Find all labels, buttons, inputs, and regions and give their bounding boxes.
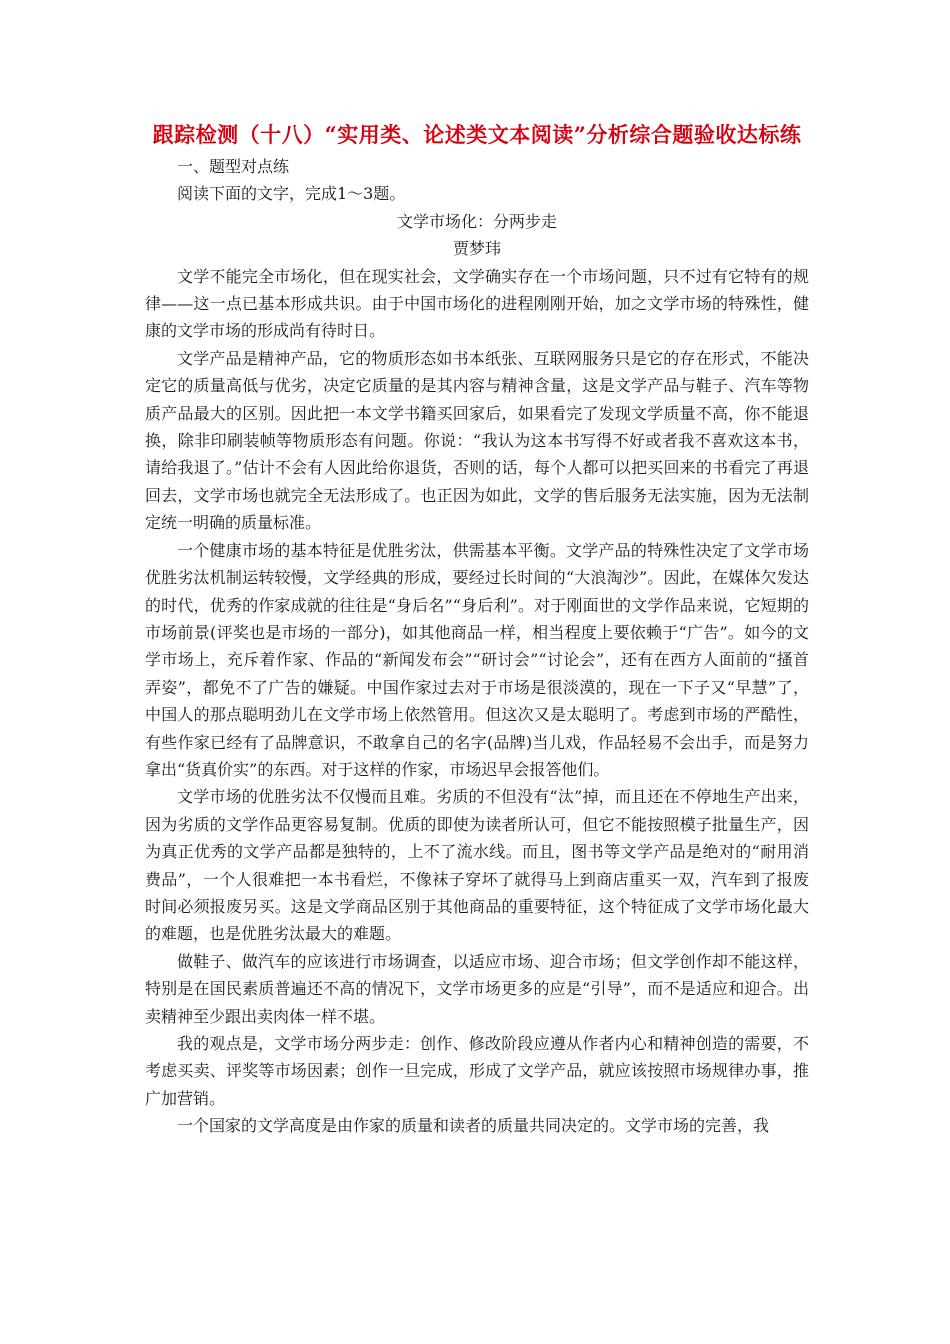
article-paragraph: 文学市场的优胜劣汰不仅慢而且难。劣质的不但没有“汰”掉，而且还在不停地生产出来，因为劣质的文学作品更容易复制。优质的即使为读者所认可，但它不能按照模子批量生产，因为真正优秀的文学产品都是独特的，上不了流水线。而且，图书等文学产品是绝对的“耐用消费品”，一个人很难把一本书看烂，不像袜子穿坏了就得马上到商店重买一双，汽车到了报废时间必须报废另买。这是文学商品区别于其他商品的重要特征，这个特征成了文学市场化最大的难题，也是优胜劣汰最大的难题。 bbox=[145, 787, 809, 944]
article-author: 贾梦玮 bbox=[452, 239, 501, 259]
article-paragraph: 文学不能完全市场化，但在现实社会，文学确实存在一个市场问题，只不过有它特有的规律——这一点已基本形成共识。由于中国市场化的进程刚刚开始，加之文学市场的特殊性，健康的文学市场的形成尚有待时日。 bbox=[145, 266, 809, 341]
section-heading: 一、题型对点练 bbox=[177, 157, 290, 176]
document-page bbox=[145, 118, 809, 1140]
article-paragraph: 我的观点是，文学市场分两步走：创作、修改阶段应遵从作者内心和精神创造的需要，不考虑买卖、评奖等市场因素；创作一旦完成，形成了文学产品，就应该按照市场规律办事，推广加营销。 bbox=[145, 1034, 809, 1108]
article-paragraph: 文学产品是精神产品，它的物质形态如书本纸张、互联网服务只是它的存在形式，不能决定它的质量高低与优劣，决定它质量的是其内容与精神含量，这是文学产品与鞋子、汽车等物质产品最大的区别。因此把一本文学书籍买回家后，如果看完了发现文学质量不高，你不能退换，除非印刷装帧等物质形态有问题。你说：“我认为这本书写得不好或者我不喜欢这本书，请给我退了。”估计不会有人因此给你退货，否则的话，每个人都可以把买回来的书看完了再退回去，文学市场也就完全无法形成了。也正因为如此，文学的售后服务无法实施，因为无法制定统一明确的质量标准。 bbox=[145, 348, 809, 533]
document-title: 跟踪检测（十八）“实用类、论述类文本阅读”分析综合题验收达标练 bbox=[152, 122, 802, 147]
article-paragraph: 一个国家的文学高度是由作家的质量和读者的质量共同决定的。文学市场的完善，我 bbox=[177, 1116, 770, 1136]
article-paragraph: 做鞋子、做汽车的应该进行市场调查，以适应市场、迎合市场；但文学创作却不能这样，特别是在国民素质普遍还不高的情况下，文学市场更多的应是“引导”，而不是适应和迎合。出卖精神至少跟出卖肉体一样不堪。 bbox=[145, 951, 809, 1026]
article-paragraph: 一个健康市场的基本特征是优胜劣汰，供需基本平衡。文学产品的特殊性决定了文学市场优胜劣汰机制运转较慢，文学经典的形成，要经过长时间的“大浪淘沙”。因此，在媒体欠发达的时代，优秀的作家成就的往往是“身后名”“身后利”。对于刚面世的文学作品来说，它短期的市场前景(评奖也是市场的一部分)，如其他商品一样，相当程度上要依赖于“广告”。如今的文学市场上，充斥着作家、作品的“新闻发布会”“研讨会”“讨论会”，还有在西方人面前的“搔首弄姿”，都免不了广告的嫌疑。中国作家过去对于市场是很淡漠的，现在一下子又“早慧”了，中国人的那点聪明劲儿在文学市场上依然管用。但这次又是太聪明了。考虑到市场的严酷性，有些作家已经有了品牌意识，不敢拿自己的名字(品牌)当儿戏，作品轻易不会出手，而是努力拿出“货真价实”的东西。对于这样的作家，市场迟早会报答他们。 bbox=[145, 540, 809, 779]
instruction-text: 阅读下面的文字，完成1～3题。 bbox=[177, 184, 406, 204]
article-title: 文学市场化：分两步走 bbox=[396, 211, 557, 231]
